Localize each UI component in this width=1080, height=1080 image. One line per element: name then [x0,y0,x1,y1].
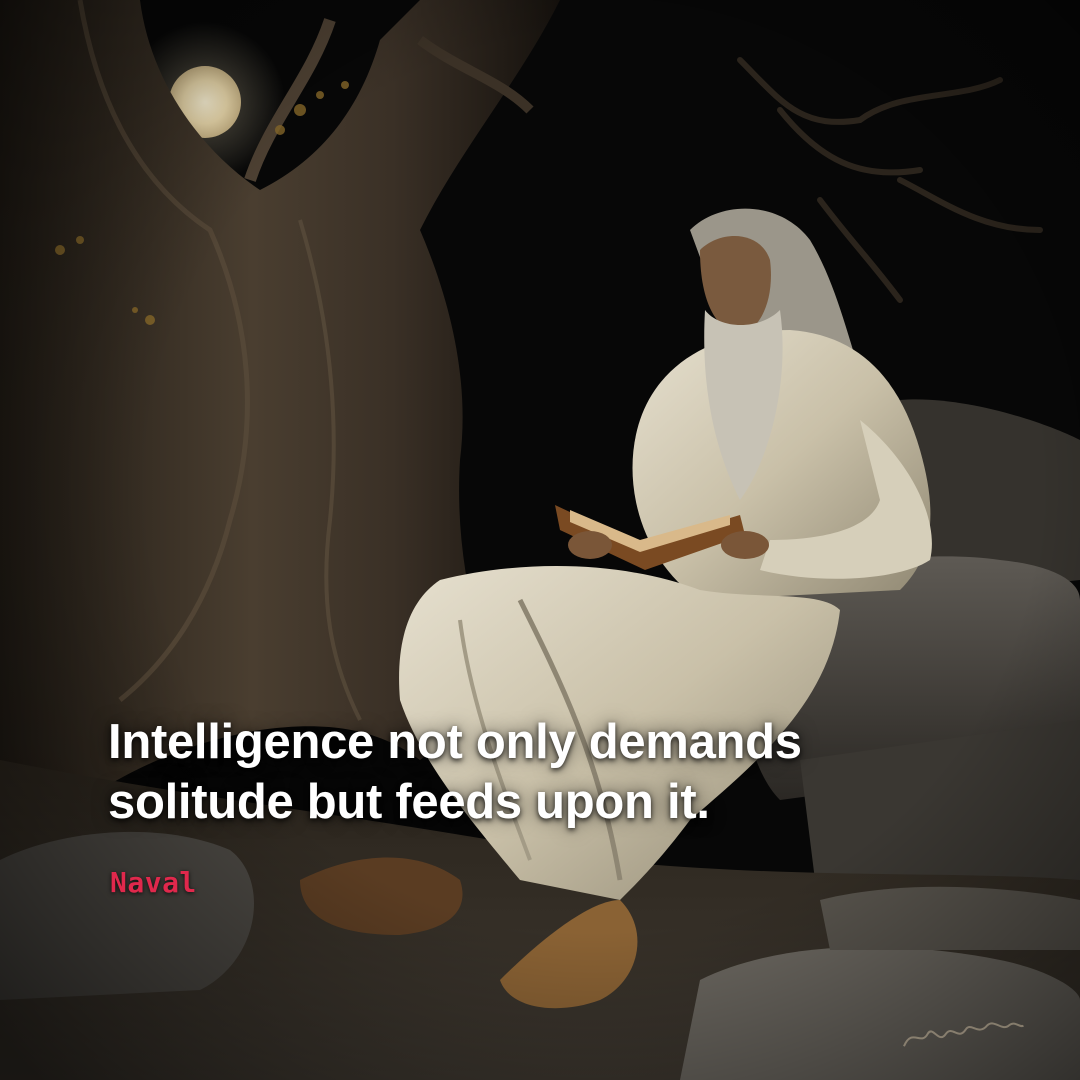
quote-line-1: Intelligence not only demands [108,715,802,769]
quote-text [108,712,1008,832]
quote-line-2: solitude but feeds upon it. [108,775,710,829]
author-name: Naval [110,866,197,899]
